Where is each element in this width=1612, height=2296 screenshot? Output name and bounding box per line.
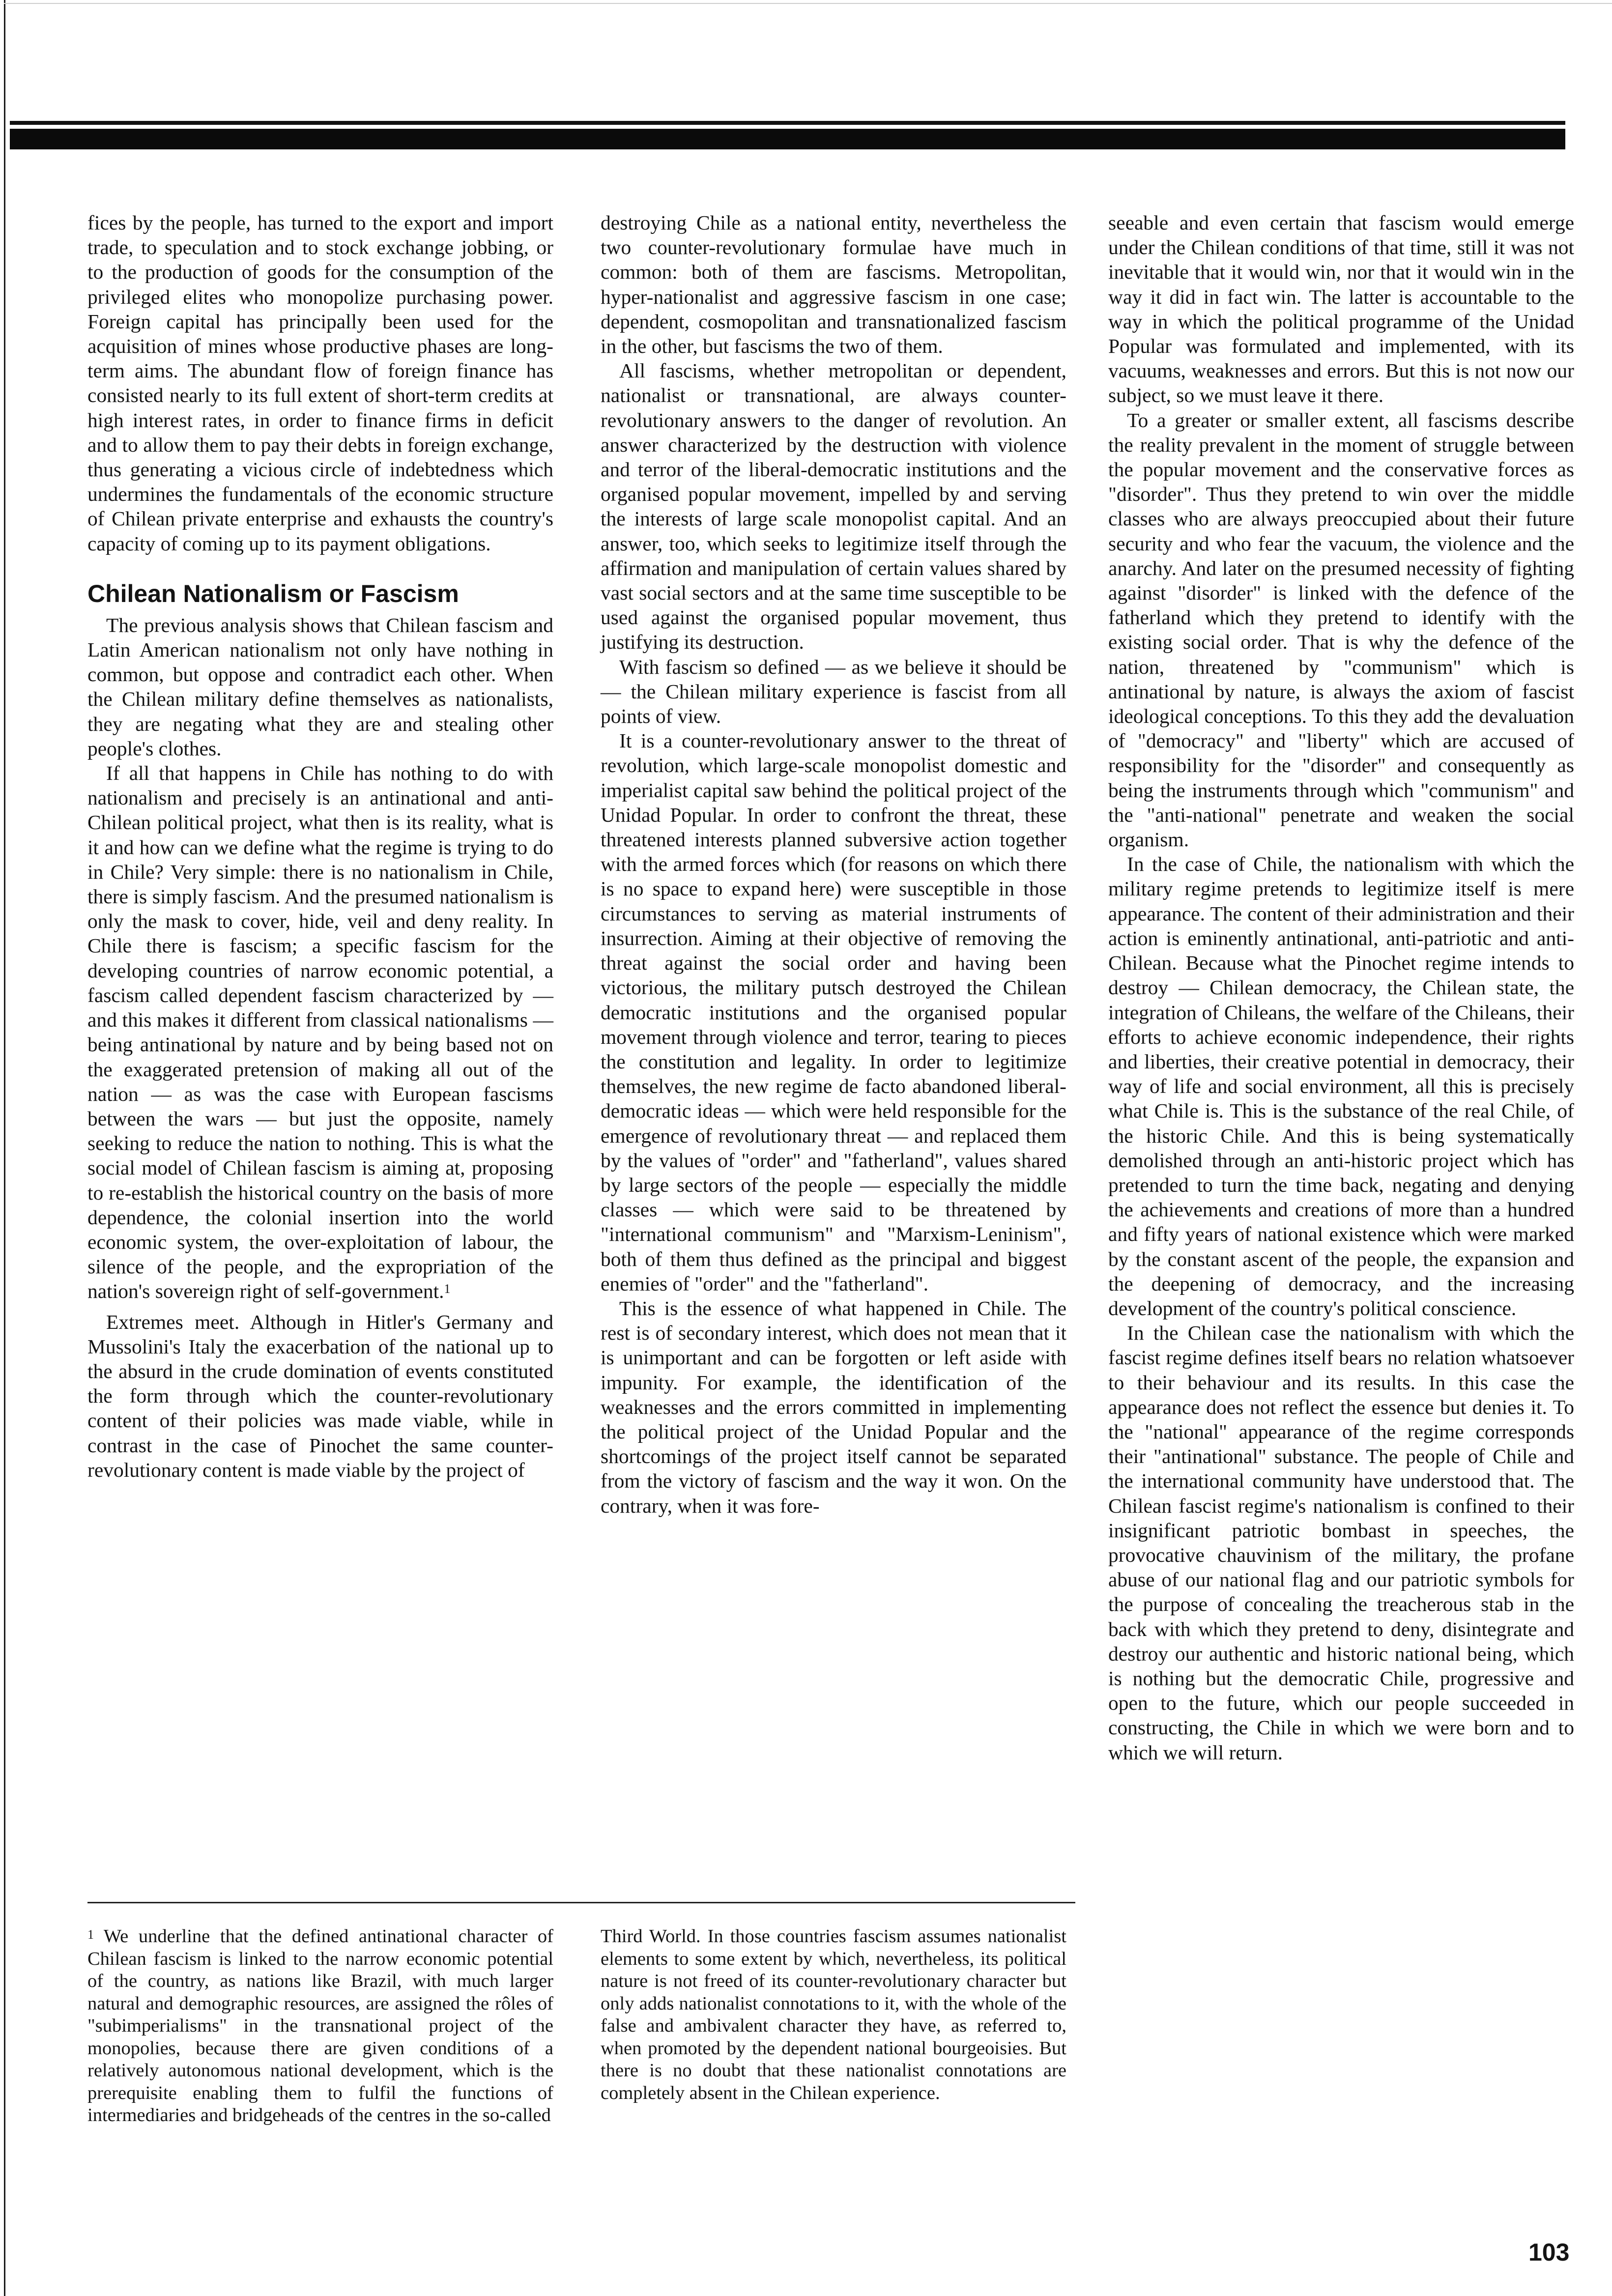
paragraph: The previous analysis shows that Chilean fascism and Latin American nationalism not only have nothing in common, but oppose and contradict each other. When the Chilean military define themselves as nationalists, they are negating what they are and stealing other people's clothes. xyxy=(87,613,553,760)
paragraph: Extremes meet. Although in Hitler's Germany and Mussolini's Italy the exacerbation of the national up to the absurd in the crude domination of events constituted the form through which the counter-revolutionary content of their policies was made viable, while in contrast in the case of Pinochet the same counter-revolutionary content is made viable by the project of xyxy=(87,1310,553,1481)
column-3 xyxy=(1108,210,1574,1765)
paragraph: All fascisms, whether metropolitan or dependent, nationalist or transnational, are always counter-revolutionary answers to the danger of revolution. An answer characterized by the destruction with violence and terror of the liberal-democratic institutions and the organised popular movement, impelled by and serving the interests of large scale monopolist capital. And an answer, too, which seeks to legitimize itself through the affirmation and manipulation of certain values shared by vast social sectors and at the same time susceptible to be used against the organised popular movement, thus justifying its destruction. xyxy=(601,359,1066,654)
paragraph: To a greater or smaller extent, all fascisms describe the reality prevalent in the moment of struggle between the popular movement and the conservative forces as "disorder". Thus they pretend to win over the middle classes who are always preoccupied about their future security and who fear the vacuum, the violence and the anarchy. And later on the presumed necessity of fighting against "disorder" is linked with the defence of the fatherland which they pretend to identify with the existing social order. That is why the defence of the nation, threatened by "communism" which is antinational by nature, is always the axiom of fascist ideological conceptions. To this they add the devaluation of "democracy" and "liberty" which are accused of responsibility for the "disorder" and consequently as being the instruments through which "communism" and the "anti-national" penetrate and weaken the social organism. xyxy=(1108,408,1574,851)
paragraph: fices by the people, has turned to the export and import trade, to speculation and to stock exchange jobbing, or to the production of goods for the consumption of the privileged elites who monopolize purchasing power. Foreign capital has principally been used for the acquisition of mines whose productive phases are long-term aims. The abundant flow of foreign finance has consisted nearly to its full extent of short-term credits at high interest rates, in order to finance firms in deficit and to allow them to pay their debts in foreign exchange, thus generating a vicious circle of indebtedness which undermines the fundamentals of the economic structure of Chilean private enterprise and exhausts the country's capacity of coming up to its payment obligations. xyxy=(87,211,553,555)
footnote-text: Third World. In those countries fascism assumes nationalist elements to some extent by which, nevertheless, its political nature is not freed of its counter-revolutionary character but only adds nationalist connotations to it, with the whole of the false and ambivalent character they have, as referred to, when promoted by the dependent national bourgeoisies. But there is no doubt that these nationalist connotations are completely absent in the Chilean experience. xyxy=(601,1926,1066,2103)
top-edge-line xyxy=(4,3,1612,4)
footnote-part-2 xyxy=(601,1925,1066,2104)
paragraph: It is a counter-revolutionary answer to the threat of revolution, which large-scale monopolist domestic and imperialist capital saw behind the political project of the Unidad Popular. In order to confront the threat, these threatened interests planned subversive action together with the armed forces which (for reasons on which there is no space to expand here) were susceptible in those circumstances to serving as material instruments of insurrection. Aiming at their objective of removing the threat against the social order and having been victorious, the military putsch destroyed the Chilean democratic institutions and the organised popular movement through violence and terror, tearing to pieces the constitution and legality. In order to legitimize themselves, the new regime de facto abandoned liberal-democratic ideas — which were held responsible for the emergence of revolutionary threat — and replaced them by the values of "order" and "fatherland", values shared by large sectors of the people — especially the middle classes — which were said to be threatened by "international communism" and "Marxism-Leninism", both of them thus defined as the principal and biggest enemies of "order" and the "fatherland". xyxy=(601,729,1066,1295)
footnote-text: We underline that the defined antinational character of Chilean fascism is linked to the narrow economic potential of the country, as nations like Brazil, with much larger natural and demographic resources, are assigned the rôles of "subimperialisms" in the transnational project of the monopolies, because there are given conditions of a relatively autonomous national development, which is the prerequisite enabling them to fulfil the functions of intermediaries and bridgeheads of the centres in the so-called xyxy=(87,1926,553,2125)
paragraph: In the Chilean case the nationalism with which the fascist regime defines itself bears no relation whatsoever to their behaviour and its results. In this case the appearance does not reflect the essence but denies it. To the "national" appearance of the regime corresponds their "antinational" substance. The people of Chile and the international community have understood that. The Chilean fascist regime's nationalism is confined to their insignificant patriotic bombast in speeches, the provocative chauvinism of the military, the profane abuse of our national flag and our patriotic symbols for the purpose of concealing the treacherous stab in the back with which they pretend to deny, disintegrate and destroy our authentic and historic national being, which is nothing but the democratic Chile, progressive and open to the future, which our people succeeded in constructing, the Chile in which we were born and to which we will return. xyxy=(1108,1321,1574,1764)
column-1 xyxy=(87,210,553,1482)
footnote-reference: 1 xyxy=(444,1282,451,1296)
footnote-divider xyxy=(87,1902,1075,1903)
paragraph: This is the essence of what happened in Chile. The rest is of secondary interest, which does not mean that it is unimportant and can be forgotten or left aside with impunity. For example, the identification of the weaknesses and the errors committed in implementing the political project of the Unidad Popular and the shortcomings of the project itself cannot be separated from the victory of fascism and the way it won. On the contrary, when it was fore- xyxy=(601,1296,1066,1517)
paragraph xyxy=(87,761,553,1303)
paragraph: destroying Chile as a national entity, nevertheless the two counter-revolutionary formulae have much in common: both of them are fascisms. Metropolitan, hyper-nationalist and aggressive fascism in one case; dependent, cosmopolitan and transnationalized fascism in the other, but fascisms the two of them. xyxy=(601,211,1066,358)
header-rule-thin xyxy=(10,121,1565,125)
paragraph: seeable and even certain that fascism would emerge under the Chilean conditions of that time, still it was not inevitable that it would win, nor that it would win in the way it did in fact win. The latter is accountable to the way in which the political programme of the Unidad Popular was formulated and implemented, with its vacuums, weaknesses and errors. But this is not now our subject, so we must leave it there. xyxy=(1108,211,1574,407)
header-rule-thick xyxy=(10,129,1565,149)
paragraph-text: If all that happens in Chile has nothing to do with nationalism and precisely is an antinational and anti-Chilean political project, what then is its reality, what is it and how can we define what the regime is trying to do in Chile? Very simple: there is no nationalism in Chile, there is simply fascism. And the presumed nationalism is only the mask to cover, hide, veil and deny reality. In Chile there is fascism; a specific fascism for the developing countries of narrow economic potential, a fascism called dependent fascism characterized by — and this makes it different from classical nationalisms — being antinational by nature and by being based not on the exaggerated pretension of making all out of the nation — as was the case with European fascisms between the wars — but just the opposite, namely seeking to reduce the nation to nothing. This is what the social model of Chilean fascism is aiming at, proposing to re-establish the historical country on the basis of more dependence, the colonial insertion into the world economic system, the over-exploitation of labour, the silence of the people, and the expropriation of the nation's sovereign right of self-government. xyxy=(87,762,553,1303)
paragraph: In the case of Chile, the nationalism with which the military regime pretends to legitimize itself is mere appearance. The content of their administration and their action is eminently antinational, anti-patriotic and anti-Chilean. Because what the Pinochet regime intends to destroy — Chilean democracy, the Chilean state, the integration of Chileans, the welfare of the Chileans, their efforts to achieve economic independence, their rights and liberties, their creative potential in democracy, their way of life and social environment, all this is precisely what Chile is. This is the substance of the real Chile, of the historic Chile. And this is being systematically demolished through an anti-historic project which has pretended to turn the time back, negating and denying the achievements and creations of more than a hundred and fifty years of national existence which were marked by the constant ascent of the people, the expansion and the deepening of democracy, and the increasing development of the country's political conscience. xyxy=(1108,853,1574,1320)
section-heading: Chilean Nationalism or Fascism xyxy=(87,579,459,607)
footnote-part-1 xyxy=(87,1925,553,2127)
page-edge-line xyxy=(4,0,5,2296)
page-number: 103 xyxy=(1528,2239,1570,2266)
column-2 xyxy=(601,210,1066,1518)
paragraph: With fascism so defined — as we believe it should be — the Chilean military experience is fascist from all points of view. xyxy=(601,655,1066,728)
footnote-mark: 1 xyxy=(87,1927,94,1942)
